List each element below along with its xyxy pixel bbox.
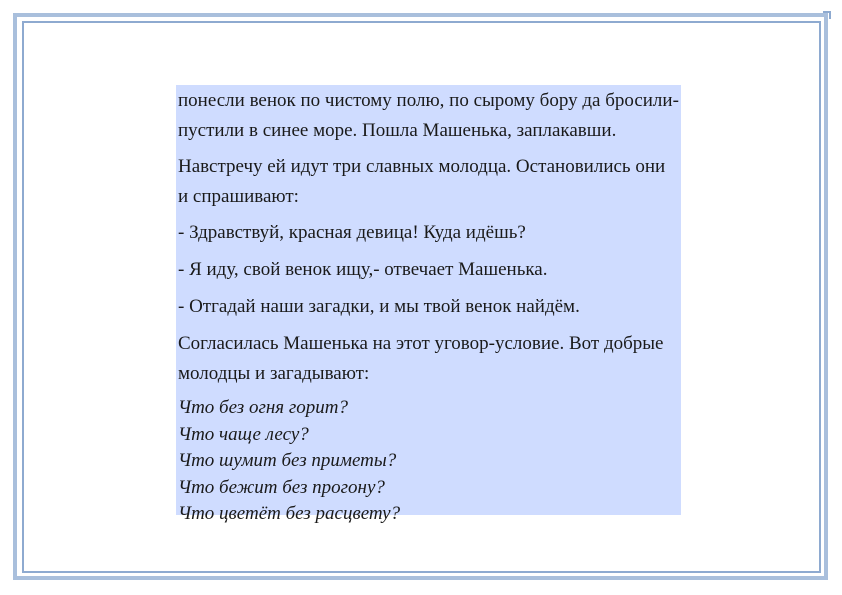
- paragraph-riddle-offer: - Отгадай наши загадки, и мы твой венок найдём.: [178, 296, 580, 317]
- riddle-line: Что чаще лесу?: [178, 423, 309, 445]
- story-text-box: [176, 85, 681, 524]
- paragraph-masha-reply: - Я иду, свой венок ищу,- отвечает Машенька.: [178, 259, 548, 280]
- paragraph-agreement: Согласилась Машенька на этот уговор-условие. Вот добрые молодцы и загадывают:: [178, 333, 664, 384]
- paragraph-wreath-sea: понесли венок по чистому полю, по сырому бору да бросили-пустили в синее море. Пошла Машенька, заплакавши.: [178, 90, 679, 141]
- slide-frame-corner: [823, 11, 831, 19]
- paragraph-greeting: - Здравствуй, красная девица! Куда идёшь?: [178, 222, 526, 243]
- riddle-line: Что цветёт без расцвету?: [178, 503, 401, 524]
- riddle-line: Что без огня горит?: [178, 397, 349, 418]
- riddles-list: [178, 395, 679, 528]
- riddle-line: Что бежит без прогону?: [178, 476, 385, 498]
- paragraph-three-youths: Навстречу ей идут три славных молодца. Остановились они и спрашивают:: [178, 156, 666, 207]
- riddle-line: Что шумит без приметы?: [178, 450, 397, 471]
